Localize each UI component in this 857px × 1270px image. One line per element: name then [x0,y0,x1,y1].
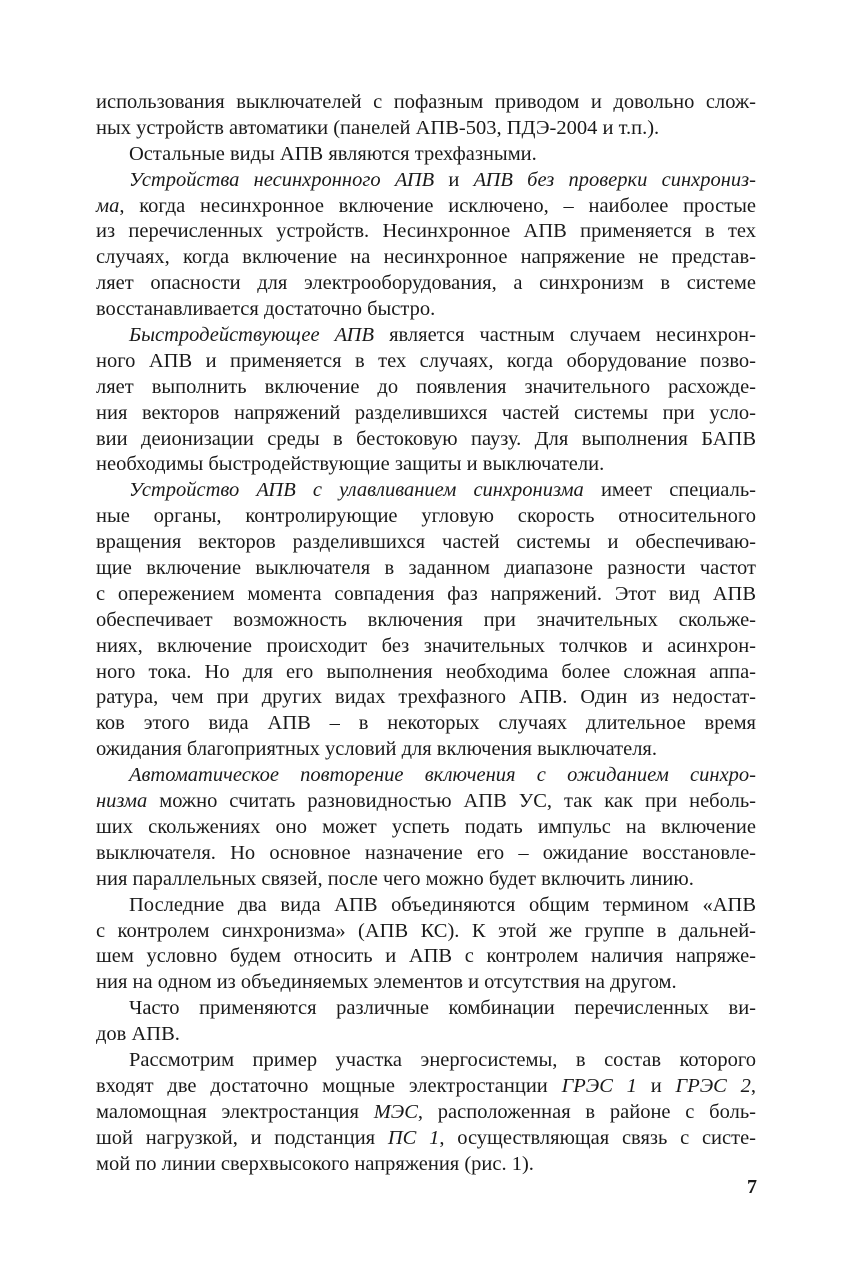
text-line [96,427,756,453]
text-line [96,375,756,401]
text-line [96,194,756,220]
text-run: , расположенная в районе с боль- [417,1100,756,1123]
paragraph [96,478,756,763]
text-run: мой по линии сверхвысокого напряжения (рис. 1). [96,1152,534,1175]
italic-term: Устройство АПВ с улавливанием синхронизма [129,479,584,502]
paragraph [96,1048,756,1177]
text-line [96,401,756,427]
text-line [96,1074,756,1100]
text-line [96,1126,756,1152]
text-run: выключателя. Но основное назначение его – ожидание восстановле- [96,841,756,864]
text-line [96,297,756,323]
text-run: можно считать разновидностью АПВ УС, так как при неболь- [147,790,756,813]
text-run: имеет специаль- [583,479,756,502]
text-line [96,556,756,582]
italic-term: ГРЭС 2 [675,1074,751,1097]
text-run: ные органы, контролирующие угловую скорость относительного [96,505,756,528]
text-line [96,323,756,349]
text-line [96,530,756,556]
text-line [96,893,756,919]
text-line [96,841,756,867]
text-line [96,970,756,996]
paragraph [96,893,756,997]
text-line [96,1152,756,1178]
text-line [96,919,756,945]
text-run: ния на одном из объединяемых элементов и отсутствия на другом. [96,971,677,994]
text-run: ших скольжениях оно может успеть подать импульс на включение [96,815,756,838]
text-run: ного тока. Но для его выполнения необходима более сложная аппа- [96,660,756,683]
text-run: восстанавливается достаточно быстро. [96,298,436,321]
text-run: дов АПВ. [96,1023,180,1046]
text-line [96,478,756,504]
text-run: вращения векторов разделившихся частей системы и обеспечиваю- [96,531,756,554]
text-run: использования выключателей с пофазным приводом и довольно слож- [96,91,756,113]
italic-term: Автоматическое повторение включения с ожиданием синхро- [129,764,756,787]
text-run: Часто применяются различные комбинации перечисленных ви- [129,997,756,1020]
text-run: входят две достаточно мощные электростанции [96,1074,562,1097]
text-run: ния параллельных связей, после чего можно будет включить линию. [96,867,694,890]
text-run: необходимы быстродействующие защиты и выключатели. [96,453,605,476]
text-run: случаях, когда включение на несинхронное напряжение не представ- [96,246,756,269]
italic-term: АПВ без проверки синхрониз- [473,168,756,191]
text-line [96,349,756,375]
text-run: ного АПВ и применяется в тех случаях, когда оборудование позво- [96,349,756,372]
text-run: вии деионизации среды в бестоковую паузу. Для выполнения БАПВ [96,427,756,450]
italic-term: низма [96,790,148,813]
paragraph [96,763,756,892]
text-run: щие включение выключателя в заданном диапазоне разности частот [96,557,756,580]
text-run: Остальные виды АПВ являются трехфазными. [129,142,537,165]
text-line [96,245,756,271]
text-run: Рассмотрим пример участка энергосистемы, в состав которого [129,1048,756,1071]
text-line [96,944,756,970]
text-line [96,582,756,608]
text-line [96,90,756,116]
text-line [96,763,756,789]
text-run: и [434,168,474,191]
text-line [96,452,756,478]
text-run: , осуществляющая связь с систе- [439,1126,756,1149]
text-run: ожидания благоприятных условий для включения выключателя. [96,738,657,761]
text-line [96,634,756,660]
text-run: шем условно будем относить и АПВ с контролем наличия напряже- [96,945,756,968]
text-line [96,685,756,711]
paragraph [96,168,756,323]
paragraph [96,996,756,1048]
text-line [96,1022,756,1048]
text-line [96,789,756,815]
text-line [96,1100,756,1126]
text-run: ниях, включение происходит без значительных толчков и асинхрон- [96,634,756,657]
text-run: из перечисленных устройств. Несинхронное АПВ применяется в тех [96,220,756,243]
text-run: с контролем синхронизма» (АПВ КС). К этой же группе в дальней- [96,919,756,942]
paragraph [96,90,756,142]
italic-term: ГРЭС 1 [561,1074,637,1097]
text-line [96,116,756,142]
italic-term: Быстродействующее АПВ [129,324,375,347]
text-line [96,608,756,634]
text-run: ных устройств автоматики (панелей АПВ-503, ПДЭ-2004 и т.п.). [96,116,660,139]
text-run: Последние два вида АПВ объединяются общим термином «АПВ [129,893,756,916]
text-line [96,867,756,893]
italic-term: ПС 1 [387,1126,440,1149]
text-run: шой нагрузкой, и подстанция [96,1126,388,1149]
text-run: и [636,1074,676,1097]
italic-term: Устройства несинхронного АПВ [129,168,435,191]
paragraph [96,142,756,168]
text-run: обеспечивает возможность включения при значительных скольже- [96,608,756,631]
text-run: маломощная электростанция [96,1100,374,1123]
text-line [96,737,756,763]
text-run: ния векторов напряжений разделившихся частей системы при усло- [96,401,756,424]
text-run: является частным случаем несинхрон- [374,324,756,347]
text-run: ков этого вида АПВ – в некоторых случаях длительное время [96,712,756,735]
text-line [96,1048,756,1074]
text-line [96,142,756,168]
text-line [96,271,756,297]
text-run: , [750,1074,756,1097]
text-run: ратура, чем при других видах трехфазного АПВ. Один из недостат- [96,686,756,709]
text-run: ляет выполнить включение до появления значительного расхожде- [96,375,756,398]
italic-term: ма [96,194,120,217]
page-number: 7 [747,1176,757,1198]
text-line [96,168,756,194]
page-body [96,90,756,1177]
text-line [96,504,756,530]
text-run: с опережением момента совпадения фаз напряжений. Этот вид АПВ [96,582,756,605]
paragraph [96,323,756,478]
text-run: ляет опасности для электрооборудования, а синхронизм в системе [96,272,756,295]
text-line [96,815,756,841]
text-run: , когда несинхронное включение исключено, – наиболее простые [119,194,756,217]
text-line [96,219,756,245]
text-line [96,996,756,1022]
text-line [96,660,756,686]
italic-term: МЭС [373,1100,418,1123]
text-line [96,711,756,737]
